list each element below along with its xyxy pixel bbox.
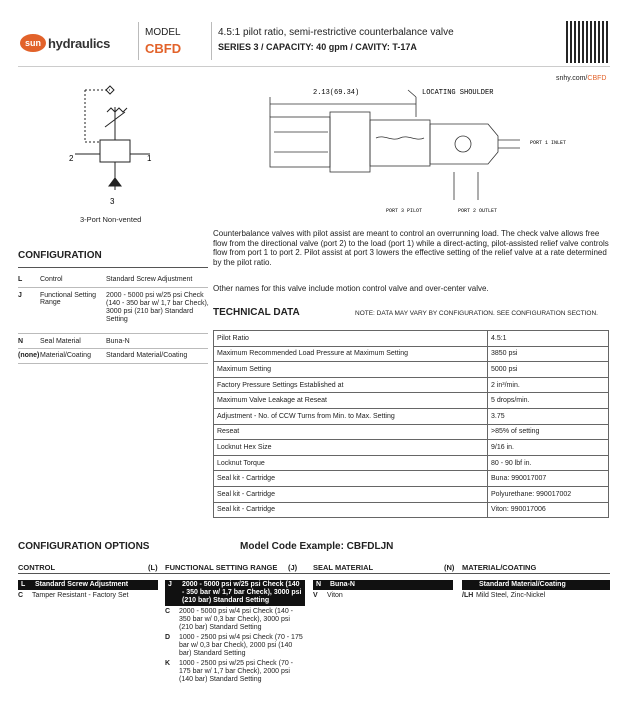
option-code	[465, 581, 479, 589]
technical-value: 3.75	[488, 408, 609, 424]
range-option-D[interactable]	[165, 634, 305, 658]
technical-row	[214, 486, 609, 502]
cfg-name: Seal Material	[40, 338, 81, 345]
technical-value: Polyurethane: 990017002	[488, 486, 609, 502]
cfg-value: Standard Material/Coating	[106, 352, 188, 359]
header-divider-2	[211, 22, 212, 60]
model-label: MODEL	[145, 27, 181, 38]
option-code: K	[165, 660, 171, 667]
option-text: Mild Steel, Zinc-Nickel	[476, 592, 546, 599]
option-code: N	[316, 581, 322, 588]
control-letter: (L)	[148, 563, 158, 572]
cfg-divider	[18, 287, 208, 288]
technical-value: 9/16 in.	[488, 440, 609, 456]
material-head: MATERIAL/COATING	[462, 563, 537, 572]
material-option-std[interactable]	[462, 580, 610, 590]
hydraulic-symbol	[55, 82, 165, 212]
cfg-code: J	[18, 292, 22, 299]
option-text: Tamper Resistant - Factory Set	[32, 592, 129, 599]
other-names: Other names for this valve include motion control valve and over-center valve.	[213, 284, 489, 293]
technical-row	[214, 502, 609, 518]
range-option-K[interactable]	[165, 660, 305, 684]
cfg-divider	[18, 348, 208, 349]
technical-value: 3850 psi	[488, 346, 609, 362]
technical-value: 4.5:1	[488, 331, 609, 347]
seal-option-V[interactable]	[313, 592, 453, 600]
control-options	[18, 580, 158, 602]
cfg-code: N	[18, 338, 24, 345]
symbol-port1: 1	[147, 154, 152, 163]
technical-label: Seal kit - Cartridge	[214, 486, 488, 502]
technical-value: Viton: 990017006	[488, 502, 609, 518]
technical-title: TECHNICAL DATA	[213, 307, 300, 318]
cfg-name: Functional Setting Range	[40, 292, 97, 306]
seal-options	[313, 580, 453, 602]
options-rule	[18, 573, 610, 574]
technical-table	[213, 330, 609, 518]
dimension-label: 2.13(69.34)	[313, 89, 360, 97]
series-line: SERIES 3 / CAPACITY: 40 gpm / CAVITY: T-17A	[218, 42, 417, 52]
option-text: Buna-N	[330, 581, 355, 588]
model-code-example: Model Code Example: CBFDLJN	[240, 541, 394, 552]
port3-label: PORT 3 PILOT	[386, 208, 423, 214]
logo-badge: sun	[20, 34, 46, 52]
symbol-port2: 2	[69, 154, 74, 163]
option-code: J	[168, 581, 172, 588]
technical-row	[214, 362, 609, 378]
range-options	[165, 580, 305, 686]
technical-row	[214, 440, 609, 456]
technical-value: >85% of setting	[488, 424, 609, 440]
header-rule	[18, 66, 610, 67]
technical-label: Locknut Hex Size	[214, 440, 488, 456]
seal-letter: (N)	[444, 563, 455, 572]
port2-label: PORT 2 OUTLET	[458, 208, 498, 214]
cfg-value: 2000 - 5000 psi w/25 psi Check (140 - 350 bar w/ 1,7 bar Check), 3000 psi (210 bar) Standard Setting	[106, 292, 209, 323]
option-code: D	[165, 634, 171, 641]
cfg-divider	[18, 363, 208, 364]
technical-note: NOTE: DATA MAY VARY BY CONFIGURATION. SEE CONFIGURATION SECTION.	[355, 310, 598, 317]
technical-label: Factory Pressure Settings Established at	[214, 377, 488, 393]
option-text: 2000 - 5000 psi w/4 psi Check (140 - 350 bar w/ 0,3 bar Check), 3000 psi (210 bar) Standard Setting	[179, 608, 294, 631]
control-head: CONTROL	[18, 563, 56, 572]
options-title: CONFIGURATION OPTIONS	[18, 541, 150, 552]
header-divider	[138, 22, 139, 60]
range-head: FUNCTIONAL SETTING RANGE	[165, 563, 278, 572]
option-code: L	[21, 581, 26, 588]
cfg-code: (none)	[18, 352, 40, 359]
technical-row	[214, 408, 609, 424]
technical-value: Buna: 990017007	[488, 471, 609, 487]
technical-label: Maximum Recommended Load Pressure at Maximum Setting	[214, 346, 488, 362]
port1-label: PORT 1 INLET	[530, 140, 567, 146]
control-option-L[interactable]	[18, 580, 158, 590]
seal-option-N[interactable]	[313, 580, 453, 590]
technical-row	[214, 455, 609, 471]
url-prefix: snhy.com/	[556, 75, 588, 82]
shoulder-label: LOCATING SHOULDER	[422, 89, 494, 97]
technical-label: Maximum Valve Leakage at Reseat	[214, 393, 488, 409]
technical-label: Pilot Ratio	[214, 331, 488, 347]
technical-label: Locknut Torque	[214, 455, 488, 471]
option-text: Standard Material/Coating	[479, 581, 566, 588]
technical-label: Adjustment - No. of CCW Turns from Min. to Max. Setting	[214, 408, 488, 424]
option-code: V	[313, 592, 318, 599]
range-option-J[interactable]	[165, 580, 305, 606]
option-code: /LH	[462, 592, 474, 599]
technical-row	[214, 424, 609, 440]
technical-row	[214, 331, 609, 347]
valve-description: 4.5:1 pilot ratio, semi-restrictive counterbalance valve	[218, 27, 454, 38]
option-text: 1000 - 2500 psi w/25 psi Check (70 - 175 bar w/ 1,7 bar Check), 2000 psi (140 bar) Standard Setting	[179, 660, 294, 683]
cfg-name: Control	[40, 276, 63, 283]
option-code: C	[165, 608, 171, 615]
symbol-port3: 3	[110, 197, 115, 206]
model-code: CBFD	[145, 41, 182, 56]
technical-row	[214, 377, 609, 393]
seal-head: SEAL MATERIAL	[313, 563, 374, 572]
cfg-rule	[18, 267, 208, 268]
technical-label: Maximum Setting	[214, 362, 488, 378]
option-text: Viton	[327, 592, 343, 599]
technical-label: Reseat	[214, 424, 488, 440]
cfg-value: Standard Screw Adjustment	[106, 276, 193, 283]
technical-value: 80 - 90 lbf in.	[488, 455, 609, 471]
logo-text: hydraulics	[48, 35, 111, 51]
technical-row	[214, 471, 609, 487]
material-options	[462, 580, 610, 602]
brand-logo	[20, 33, 130, 53]
symbol-caption: 3-Port Non-vented	[80, 215, 142, 224]
technical-value: 5 drops/min.	[488, 393, 609, 409]
material-option-LH[interactable]	[462, 592, 610, 600]
cfg-name: Material/Coating	[40, 352, 91, 359]
technical-value: 5000 psi	[488, 362, 609, 378]
technical-label: Seal kit - Cartridge	[214, 502, 488, 518]
cfg-value: Buna-N	[106, 338, 130, 345]
cfg-code: L	[18, 276, 23, 283]
range-letter: (J)	[288, 563, 298, 572]
qr-code[interactable]	[566, 21, 608, 63]
url-code: CBFD	[587, 75, 607, 82]
technical-value: 2 in³/min.	[488, 377, 609, 393]
technical-label: Seal kit - Cartridge	[214, 471, 488, 487]
control-option-C[interactable]	[18, 592, 158, 600]
cfg-divider	[18, 333, 208, 334]
product-url[interactable]	[556, 75, 606, 82]
technical-row	[214, 346, 609, 362]
option-text: 1000 - 2500 psi w/4 psi Check (70 - 175 bar w/ 0,3 bar Check), 2000 psi (140 bar) Standard Setting	[179, 634, 303, 657]
configuration-title: CONFIGURATION	[18, 250, 102, 261]
description-paragraph: Counterbalance valves with pilot assist are meant to control an overrunning load. The check valve allows free flow from the directional valve (port 2) to the load (port 1) while a direct-acting, pilot-assisted relief valve controls flow from port 1 to port 2. Pilot assist at port 3 lowers the effective setting of the relief valve at a rate determined by the pilot ratio.	[213, 229, 609, 267]
option-text: Standard Screw Adjustment	[35, 581, 129, 588]
technical-row	[214, 393, 609, 409]
range-option-C[interactable]	[165, 608, 305, 632]
option-text: 2000 - 5000 psi w/25 psi Check (140 - 350 bar w/ 1,7 bar Check), 3000 psi (210 bar) Standard Setting	[182, 581, 302, 604]
option-code: C	[18, 592, 24, 599]
cross-section-drawing	[258, 82, 567, 222]
